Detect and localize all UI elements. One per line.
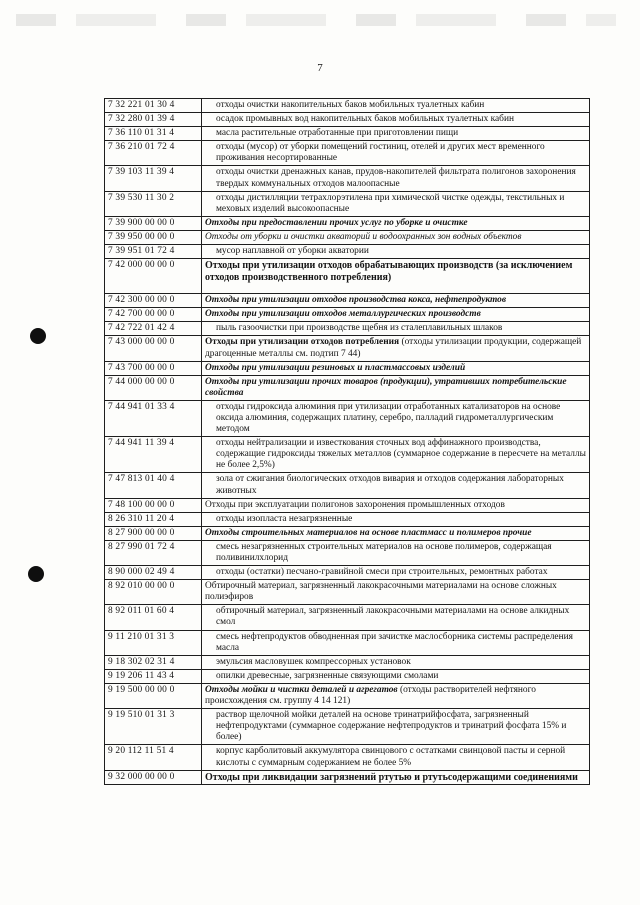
waste-code: 9 11 210 01 31 3 bbox=[105, 630, 202, 655]
waste-name: отходы (остатки) песчано-гравийной смеси при строительных, ремонтных работах bbox=[202, 566, 590, 580]
waste-code: 9 19 510 01 31 3 bbox=[105, 709, 202, 745]
waste-code: 9 18 302 02 31 4 bbox=[105, 655, 202, 669]
waste-name: отходы (мусор) от уборки помещений гостиниц, отелей и других мест временного проживания несортированные bbox=[202, 141, 590, 166]
waste-name: Отходы строительных материалов на основе пластмасс и полимеров прочие bbox=[202, 526, 590, 540]
table-row bbox=[105, 605, 590, 630]
waste-code: 7 44 941 11 39 4 bbox=[105, 437, 202, 473]
table-body bbox=[105, 99, 590, 785]
waste-name: осадок промывных вод накопительных баков мобильных туалетных кабин bbox=[202, 113, 590, 127]
waste-code: 8 27 990 01 72 4 bbox=[105, 540, 202, 565]
waste-name: пыль газоочистки при производстве щебня из сталеплавильных шлаков bbox=[202, 322, 590, 336]
table-row bbox=[105, 361, 590, 375]
waste-name: отходы очистки дренажных канав, прудов-накопителей фильтрата полигонов захоронения твердых коммунальных отходов малоопасные bbox=[202, 166, 590, 191]
waste-classification-table bbox=[104, 98, 590, 785]
waste-name: отходы гидроксида алюминия при утилизации отработанных катализаторов на основе оксида алюминия, содержащих платину, серебро, палладий гидрометаллургическим методом bbox=[202, 400, 590, 436]
table-row bbox=[105, 669, 590, 683]
table-row bbox=[105, 166, 590, 191]
waste-code: 7 36 210 01 72 4 bbox=[105, 141, 202, 166]
waste-code: 7 48 100 00 00 0 bbox=[105, 498, 202, 512]
table-row bbox=[105, 745, 590, 770]
table-row bbox=[105, 473, 590, 498]
table-row bbox=[105, 294, 590, 308]
waste-name: эмульсия масловушек компрессорных установок bbox=[202, 655, 590, 669]
waste-code: 8 27 900 00 00 0 bbox=[105, 526, 202, 540]
table-row bbox=[105, 245, 590, 259]
waste-name bbox=[202, 336, 590, 361]
table-row bbox=[105, 99, 590, 113]
waste-code: 8 26 310 11 20 4 bbox=[105, 512, 202, 526]
waste-name: отходы изопласта незагрязненные bbox=[202, 512, 590, 526]
table-row bbox=[105, 259, 590, 294]
waste-code: 7 43 700 00 00 0 bbox=[105, 361, 202, 375]
table-row bbox=[105, 709, 590, 745]
waste-name: Отходы при утилизации отходов обрабатывающих производств (за исключением отходов производственного потребления) bbox=[202, 259, 590, 294]
table-row bbox=[105, 512, 590, 526]
table-row bbox=[105, 322, 590, 336]
waste-name-rest: (отходы растворителей нефтяного происхождения см. группу 4 14 121) bbox=[205, 684, 536, 707]
waste-name-rest: (отходы утилизации продукции, содержащей драгоценные металлы см. подтип 7 44) bbox=[205, 337, 582, 359]
waste-name-lead: Отходы при утилизации отходов потребления bbox=[205, 337, 400, 348]
table-row bbox=[105, 526, 590, 540]
table-row bbox=[105, 437, 590, 473]
waste-code: 7 36 110 01 31 4 bbox=[105, 127, 202, 141]
table-row bbox=[105, 540, 590, 565]
table-row bbox=[105, 141, 590, 166]
waste-name bbox=[202, 683, 590, 708]
table-row bbox=[105, 375, 590, 400]
waste-name: отходы нейтрализации и известкования сточных вод аффинажного производства, содержащие гидроксиды тяжелых металлов (суммарное содержание в пересчете на металлы не более 2,5%) bbox=[202, 437, 590, 473]
waste-code: 8 90 000 02 49 4 bbox=[105, 566, 202, 580]
waste-code: 8 92 010 00 00 0 bbox=[105, 580, 202, 605]
waste-code: 9 19 206 11 43 4 bbox=[105, 669, 202, 683]
punch-hole bbox=[30, 328, 46, 344]
waste-code: 7 39 950 00 00 0 bbox=[105, 230, 202, 244]
waste-code: 7 39 103 11 39 4 bbox=[105, 166, 202, 191]
table-row bbox=[105, 308, 590, 322]
table-row bbox=[105, 230, 590, 244]
table-row bbox=[105, 770, 590, 785]
waste-name: раствор щелочной мойки деталей на основе тринатрийфосфата, загрязненный нефтепродуктами (суммарное содержание нефтепродуктов и тринатрий фосфата 15% и более) bbox=[202, 709, 590, 745]
waste-code: 9 32 000 00 00 0 bbox=[105, 770, 202, 785]
punch-hole bbox=[28, 566, 44, 582]
waste-code: 7 32 221 01 30 4 bbox=[105, 99, 202, 113]
table-row bbox=[105, 336, 590, 361]
table-row bbox=[105, 655, 590, 669]
waste-name: опилки древесные, загрязненные связующими смолами bbox=[202, 669, 590, 683]
waste-name: зола от сжигания биологических отходов вивария и отходов содержания лабораторных животных bbox=[202, 473, 590, 498]
table-row bbox=[105, 566, 590, 580]
waste-code: 7 39 951 01 72 4 bbox=[105, 245, 202, 259]
waste-code: 7 39 530 11 30 2 bbox=[105, 191, 202, 216]
waste-code: 7 44 000 00 00 0 bbox=[105, 375, 202, 400]
table-row bbox=[105, 216, 590, 230]
waste-code: 7 42 300 00 00 0 bbox=[105, 294, 202, 308]
waste-name: масла растительные отработанные при приготовлении пищи bbox=[202, 127, 590, 141]
waste-code: 7 44 941 01 33 4 bbox=[105, 400, 202, 436]
waste-name: мусор наплавной от уборки акватории bbox=[202, 245, 590, 259]
table-row bbox=[105, 580, 590, 605]
waste-name-lead: Отходы мойки и чистки деталей и агрегатов bbox=[205, 684, 398, 695]
waste-name: Отходы при ликвидации загрязнений ртутью и ртутьсодержащими соединениями bbox=[202, 770, 590, 785]
waste-name: Отходы при эксплуатации полигонов захоронения промышленных отходов bbox=[202, 498, 590, 512]
scan-header-streak bbox=[16, 14, 616, 26]
waste-code: 7 42 000 00 00 0 bbox=[105, 259, 202, 294]
table-row bbox=[105, 113, 590, 127]
waste-name: Отходы от уборки и очистки акваторий и водоохранных зон водных объектов bbox=[202, 230, 590, 244]
waste-name: Отходы при утилизации резиновых и пластмассовых изделий bbox=[202, 361, 590, 375]
waste-code: 9 20 112 11 51 4 bbox=[105, 745, 202, 770]
waste-code: 9 19 500 00 00 0 bbox=[105, 683, 202, 708]
waste-name: Отходы при предоставлении прочих услуг по уборке и очистке bbox=[202, 216, 590, 230]
waste-name: корпус карболитовый аккумулятора свинцового с остатками свинцовой пасты и серной кислоты с суммарным содержанием не более 5% bbox=[202, 745, 590, 770]
waste-code: 7 43 000 00 00 0 bbox=[105, 336, 202, 361]
table-row bbox=[105, 683, 590, 708]
waste-name: отходы дистилляции тетрахлорэтилена при химической чистке одежды, текстильных и меховых изделий высокоопасные bbox=[202, 191, 590, 216]
table-row bbox=[105, 400, 590, 436]
table-row bbox=[105, 630, 590, 655]
waste-name: смесь незагрязненных строительных материалов на основе полимеров, содержащая поливинилхлорид bbox=[202, 540, 590, 565]
waste-name: обтирочный материал, загрязненный лакокрасочными материалами на основе алкидных смол bbox=[202, 605, 590, 630]
table-row bbox=[105, 191, 590, 216]
waste-code: 7 32 280 01 39 4 bbox=[105, 113, 202, 127]
page-number: 7 bbox=[317, 62, 323, 74]
waste-code: 7 42 722 01 42 4 bbox=[105, 322, 202, 336]
table-row bbox=[105, 498, 590, 512]
waste-name: отходы очистки накопительных баков мобильных туалетных кабин bbox=[202, 99, 590, 113]
waste-name: Обтирочный материал, загрязненный лакокрасочными материалами на основе сложных полиэфиров bbox=[202, 580, 590, 605]
waste-code: 7 42 700 00 00 0 bbox=[105, 308, 202, 322]
waste-code: 7 47 813 01 40 4 bbox=[105, 473, 202, 498]
waste-code: 8 92 011 01 60 4 bbox=[105, 605, 202, 630]
waste-name: Отходы при утилизации отходов производства кокса, нефтепродуктов bbox=[202, 294, 590, 308]
waste-name: Отходы при утилизации отходов металлургических производств bbox=[202, 308, 590, 322]
waste-code: 7 39 900 00 00 0 bbox=[105, 216, 202, 230]
waste-name: Отходы при утилизации прочих товаров (продукции), утративших потребительские свойства bbox=[202, 375, 590, 400]
table-row bbox=[105, 127, 590, 141]
waste-name: смесь нефтепродуктов обводненная при зачистке маслосборника системы распределения масла bbox=[202, 630, 590, 655]
